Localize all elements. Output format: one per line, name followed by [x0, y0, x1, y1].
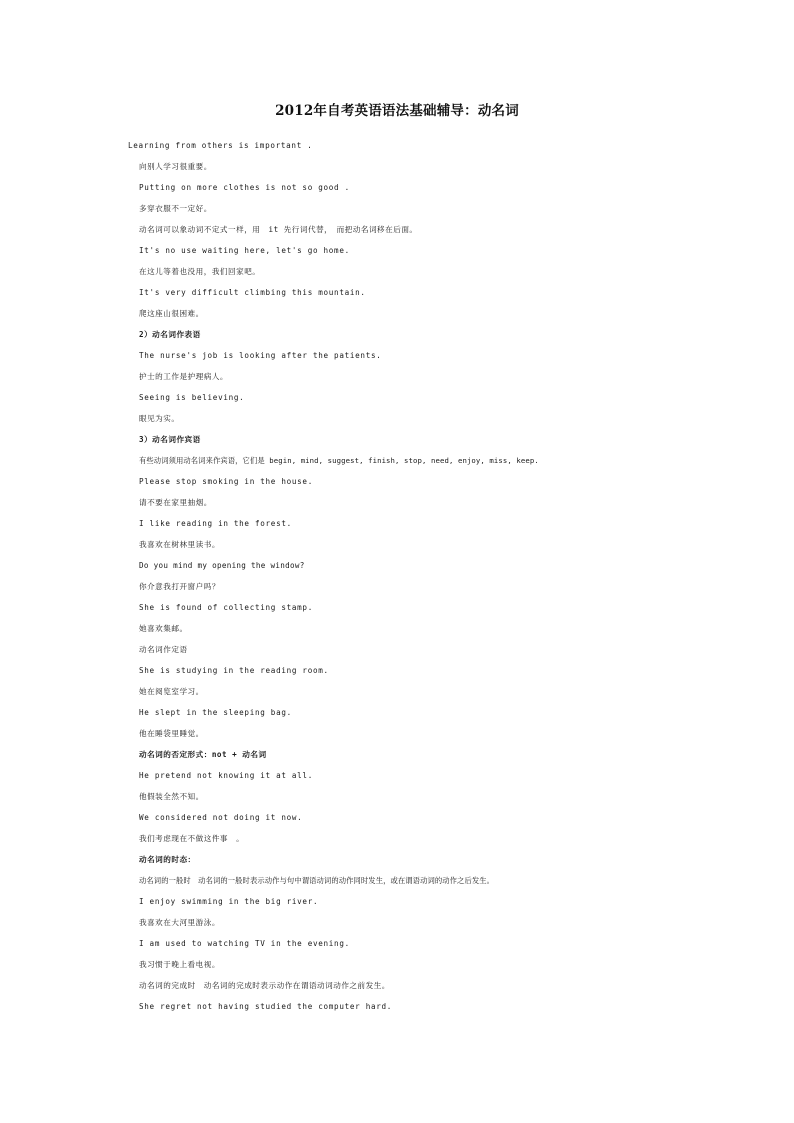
body-line: She regret not having studied the computer hard.	[139, 1002, 393, 1011]
body-line: The nurse's job is looking after the patients.	[139, 351, 382, 360]
section-heading: 动名词的时态：	[139, 855, 196, 864]
body-line: I enjoy swimming in the big river.	[139, 897, 319, 906]
body-line: Seeing is believing.	[139, 393, 245, 402]
body-line: 动名词的完成时 动名词的完成时表示动作在谓语动词动作之前发生。	[139, 981, 390, 990]
body-line: 我喜欢在树林里读书。	[139, 540, 220, 549]
body-line: 向别人学习很重要。	[139, 162, 212, 171]
body-line: 爬这座山很困难。	[139, 309, 204, 318]
body-line: 在这儿等着也没用，我们回家吧。	[139, 267, 261, 276]
body-line: 我习惯于晚上看电视。	[139, 960, 220, 969]
body-line: 他假装全然不知。	[139, 792, 204, 801]
body-line: He pretend not knowing it at all.	[139, 771, 313, 780]
document-title: 2012年自考英语语法基础辅导：动名词	[275, 103, 519, 119]
body-line: I am used to watching TV in the evening.	[139, 939, 350, 948]
body-line: 动名词的一般时 动名词的一般时表示动作与句中谓语动词的动作同时发生，或在谓语动词的动作之后发生。	[139, 876, 495, 885]
body-line: Do you mind my opening the window?	[139, 561, 305, 570]
body-line: 有些动词须用动名词来作宾语，它们是 begin, mind, suggest, finish, stop, need, enjoy, miss, keep.	[139, 456, 539, 465]
body-line: 他在睡袋里睡觉。	[139, 729, 204, 738]
body-line: 我们考虑现在不做这件事 。	[139, 834, 245, 843]
body-line: It's no use waiting here, let's go home.	[139, 246, 350, 255]
body-line: She is studying in the reading room.	[139, 666, 329, 675]
section-heading: 3）动名词作宾语	[139, 435, 201, 444]
body-line: 我喜欢在大河里游泳。	[139, 918, 220, 927]
body-line: 动名词作定语	[139, 645, 188, 654]
body-line: 护士的工作是护理病人。	[139, 372, 229, 381]
body-line: Please stop smoking in the house.	[139, 477, 313, 486]
body-line: She is found of collecting stamp.	[139, 603, 313, 612]
body-line: 多穿衣服不一定好。	[139, 204, 212, 213]
section-heading: 动名词的否定形式：not + 动名词	[139, 750, 267, 759]
section-heading: 2）动名词作表语	[139, 330, 201, 339]
body-line: 她喜欢集邮。	[139, 624, 188, 633]
body-line: Learning from others is important .	[128, 141, 313, 150]
body-line: 动名词可以象动词不定式一样，用 it 先行词代替， 而把动名词移在后面。	[139, 225, 418, 234]
body-line: It's very difficult climbing this mountain.	[139, 288, 366, 297]
body-line: Putting on more clothes is not so good .	[139, 183, 350, 192]
body-line: I like reading in the forest.	[139, 519, 292, 528]
body-line: 眼见为实。	[139, 414, 180, 423]
body-line: He slept in the sleeping bag.	[139, 708, 292, 717]
body-line: 她在阅览室学习。	[139, 687, 204, 696]
body-line: 你介意我打开窗户吗？	[139, 582, 220, 591]
body-line: We considered not doing it now.	[139, 813, 303, 822]
body-line: 请不要在家里抽烟。	[139, 498, 212, 507]
